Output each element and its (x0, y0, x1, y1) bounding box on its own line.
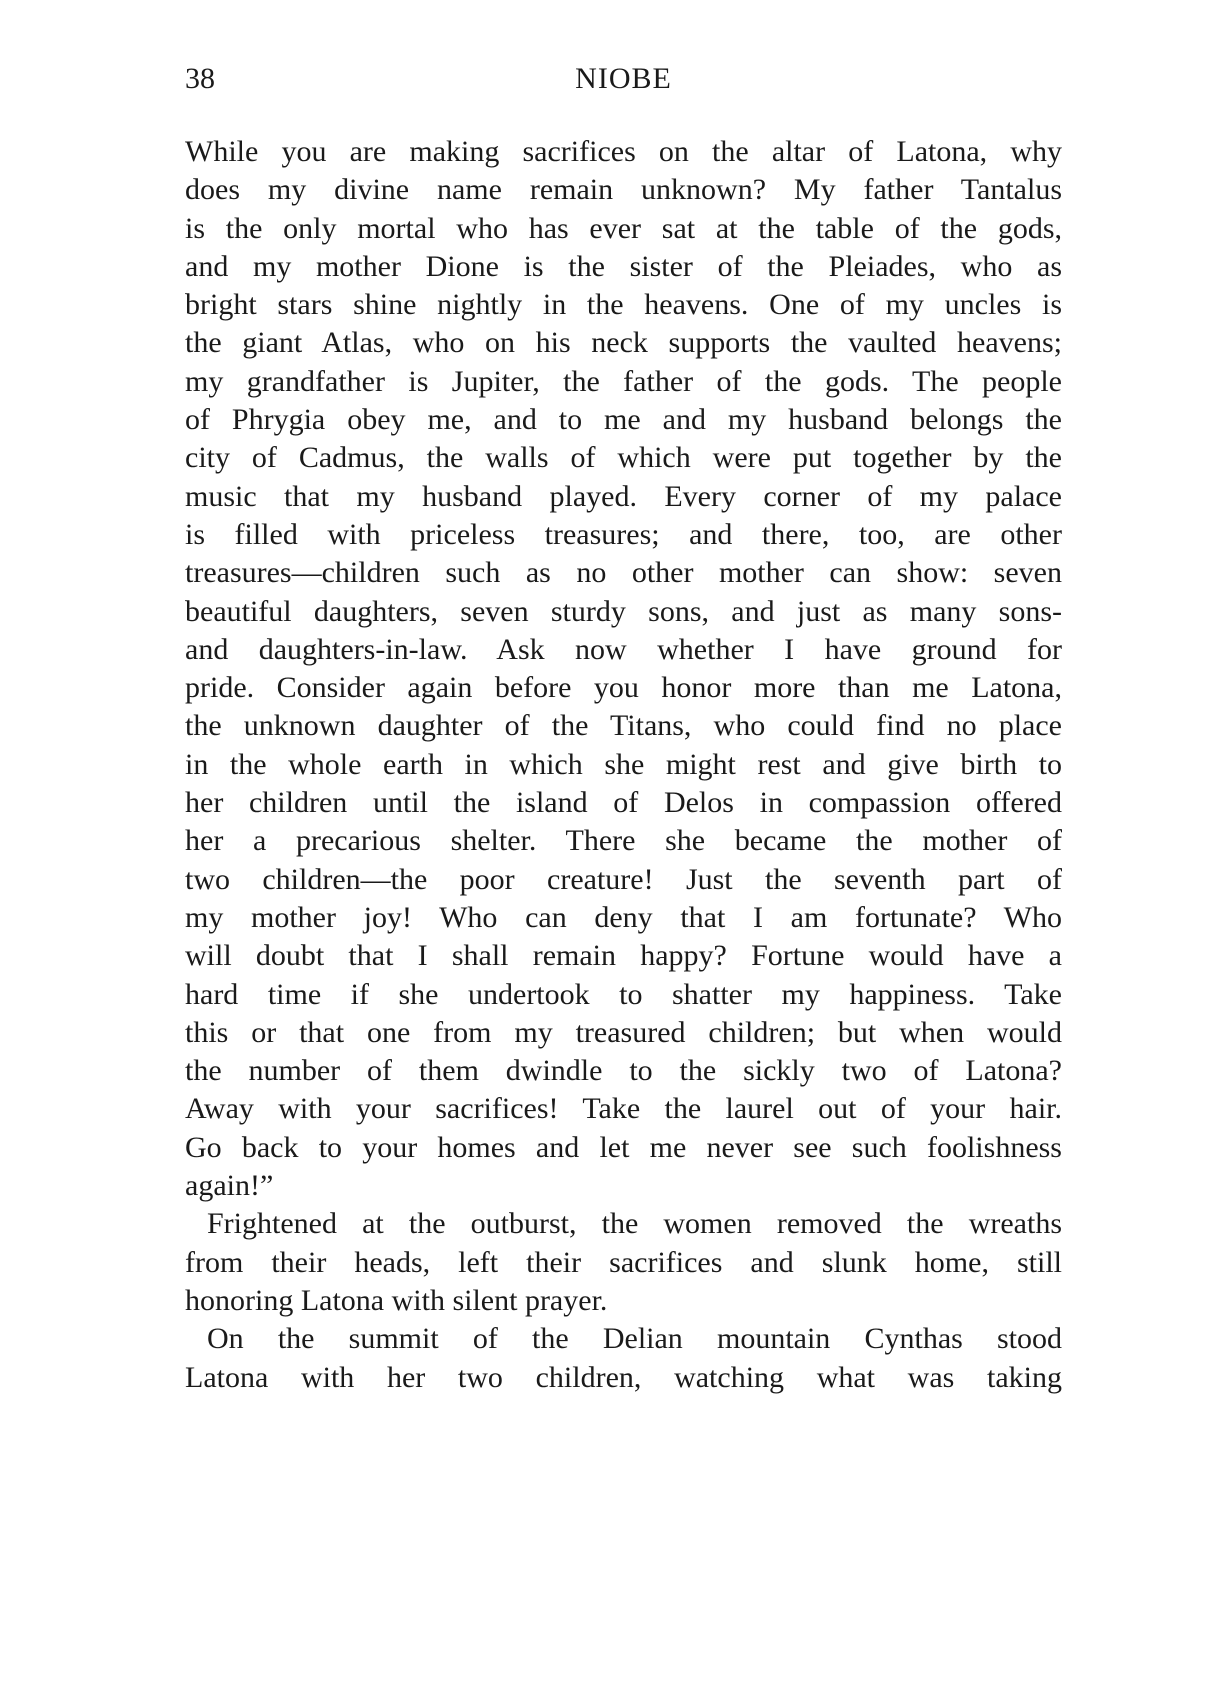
text-line: pride. Consider again before you honor more than me Latona, (185, 671, 1062, 705)
text-line: hard time if she undertook to shatter my happiness. Take (185, 977, 1062, 1011)
text-line: will doubt that I shall remain happy? Fortune would have a (185, 939, 1062, 973)
page-number: 38 (185, 62, 215, 95)
text-line: the unknown daughter of the Titans, who could find no place (185, 709, 1062, 743)
text-line: this or that one from my treasured children; but when would (185, 1015, 1062, 1049)
running-title: NIOBE (575, 62, 672, 95)
body-text (185, 133, 1062, 1397)
text-line: two children—the poor creature! Just the seventh part of (185, 862, 1062, 896)
text-line: of Phrygia obey me, and to me and my husband belongs the (185, 403, 1062, 437)
text-line: from their heads, left their sacrifices and slunk home, still (185, 1245, 1062, 1279)
text-line: Go back to your homes and let me never see such foolishness (185, 1130, 1062, 1164)
text-line: in the whole earth in which she might rest and give birth to (185, 747, 1062, 781)
text-line: my mother joy! Who can deny that I am fortunate? Who (185, 900, 1062, 934)
text-line: bright stars shine nightly in the heavens. One of my uncles is (185, 288, 1062, 322)
text-line: Away with your sacrifices! Take the laurel out of your hair. (185, 1092, 1062, 1126)
text-line: city of Cadmus, the walls of which were put together by the (185, 441, 1062, 475)
text-line: beautiful daughters, seven sturdy sons, and just as many sons- (185, 594, 1062, 628)
text-line: again!” (185, 1169, 274, 1203)
text-line: While you are making sacrifices on the altar of Latona, why (185, 135, 1062, 168)
text-line: treasures—children such as no other mother can show: seven (185, 556, 1062, 590)
page-header (185, 62, 1062, 102)
text-line: and my mother Dione is the sister of the Pleiades, who as (185, 249, 1062, 283)
text-line: my grandfather is Jupiter, the father of the gods. The people (185, 364, 1062, 398)
paragraph (185, 1205, 1062, 1320)
text-line: is filled with priceless treasures; and there, too, are other (185, 517, 1062, 551)
text-line: does my divine name remain unknown? My father Tantalus (185, 173, 1062, 207)
text-line: honoring Latona with silent prayer. (185, 1283, 608, 1317)
text-line: her a precarious shelter. There she became the mother of (185, 824, 1062, 858)
text-line: her children until the island of Delos in compassion offered (185, 786, 1062, 820)
text-line: Latona with her two children, watching what was taking (185, 1360, 1062, 1394)
text-line: On the summit of the Delian mountain Cynthas stood (207, 1322, 1062, 1356)
text-line: Frightened at the outburst, the women removed the wreaths (207, 1207, 1062, 1241)
text-line: and daughters-in-law. Ask now whether I have ground for (185, 632, 1062, 666)
text-line: the number of them dwindle to the sickly two of Latona? (185, 1054, 1062, 1088)
text-line: the giant Atlas, who on his neck supports the vaulted heavens; (185, 326, 1062, 360)
text-line: is the only mortal who has ever sat at the table of the gods, (185, 211, 1062, 245)
text-line: music that my husband played. Every corner of my palace (185, 479, 1062, 513)
paragraph (185, 133, 1062, 1205)
paragraph (185, 1320, 1062, 1397)
